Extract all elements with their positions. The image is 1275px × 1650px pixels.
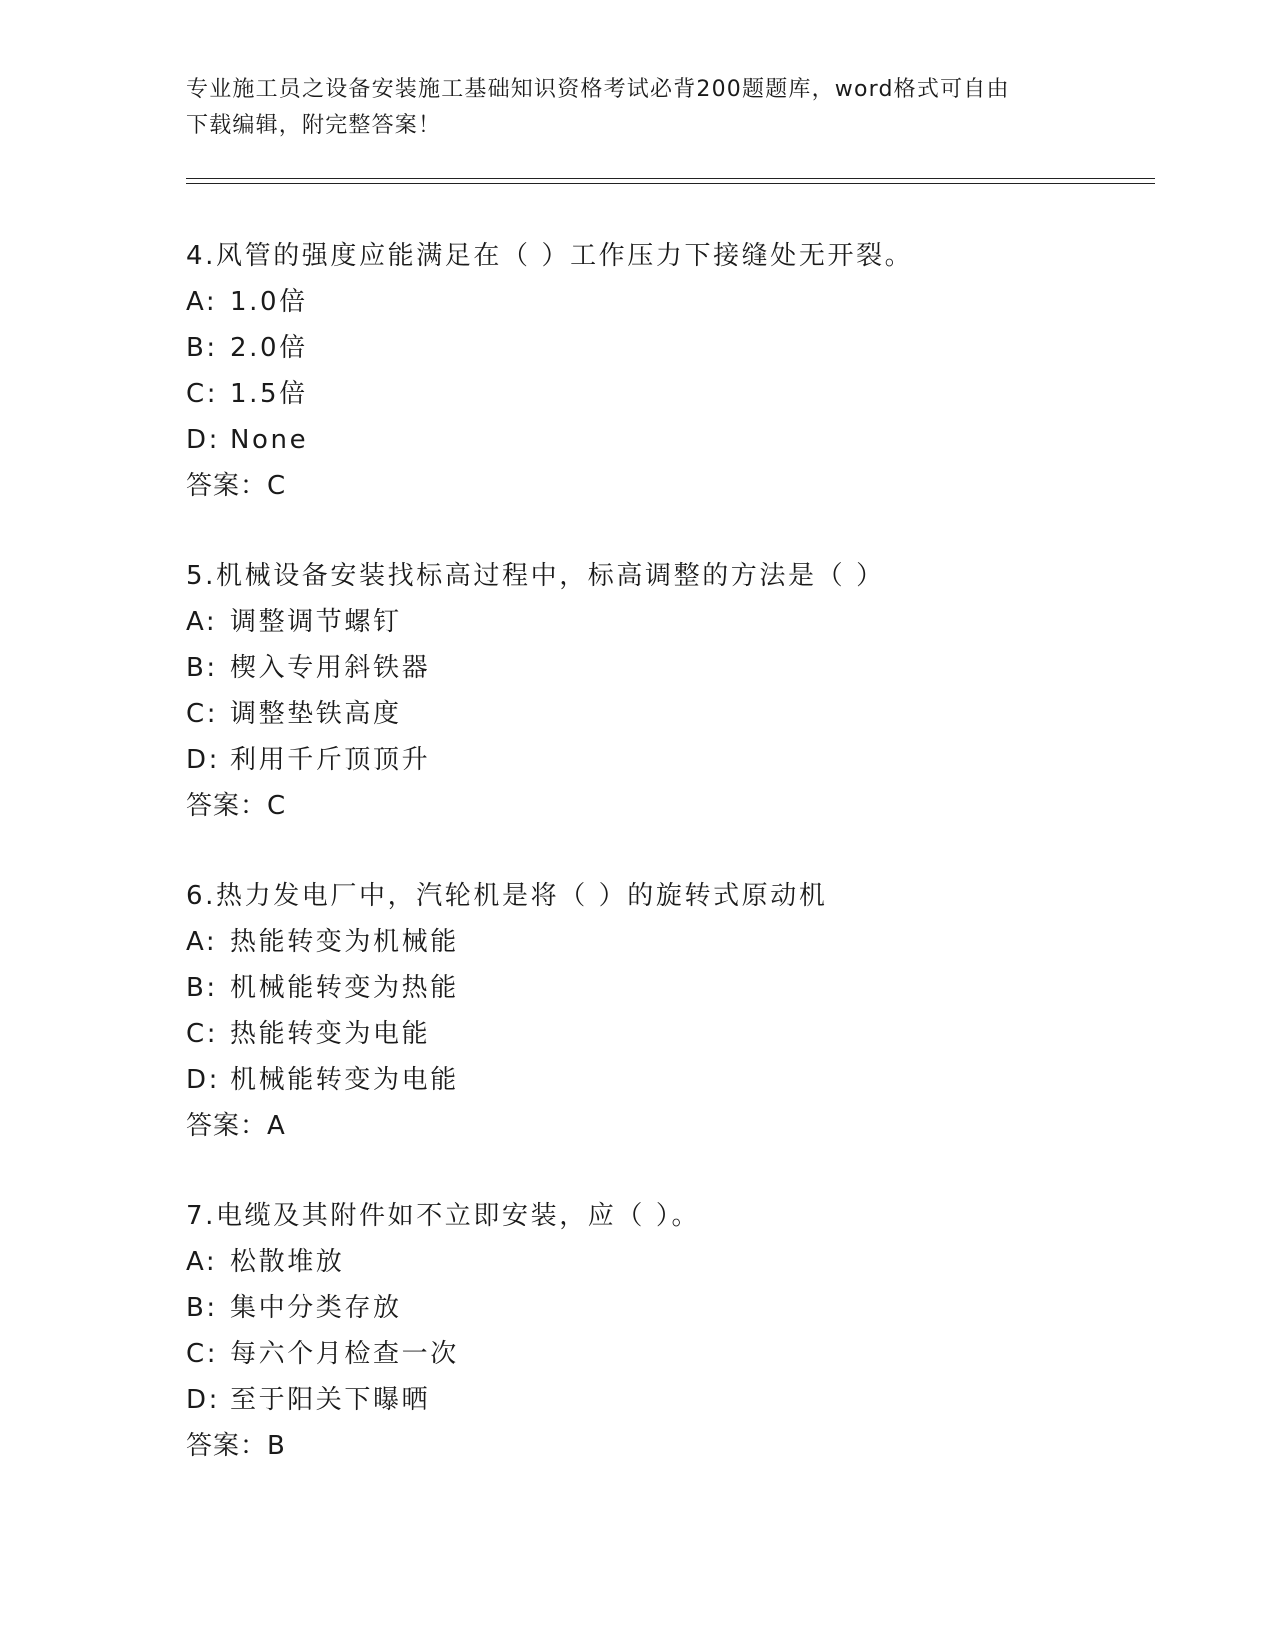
question-block — [186, 1193, 1146, 1469]
option-b — [186, 965, 1146, 1011]
option-letter: C: — [186, 699, 219, 729]
question-block — [186, 233, 1146, 509]
option-text: 调整垫铁高度 — [230, 699, 402, 729]
header-line-2: 下载编辑，附完整答案！ — [186, 113, 442, 138]
option-b — [186, 325, 1146, 371]
option-text: 楔入专用斜铁器 — [230, 653, 431, 683]
option-c — [186, 371, 1146, 417]
answer-line: 答案：C — [186, 471, 287, 501]
option-text: 集中分类存放 — [230, 1293, 402, 1323]
option-text: 1.5倍 — [230, 379, 308, 409]
option-c — [186, 1011, 1146, 1057]
header-line-1: 专业施工员之设备安装施工基础知识资格考试必背200题题库，word格式可自由 — [186, 77, 1010, 102]
option-letter: C: — [186, 1339, 219, 1369]
question-stem: 5.机械设备安装找标高过程中，标高调整的方法是（ ） — [186, 561, 885, 591]
option-text: 2.0倍 — [230, 333, 308, 363]
option-text: 机械能转变为热能 — [230, 973, 459, 1003]
answer-line: 答案：A — [186, 1111, 286, 1141]
option-letter: A: — [186, 927, 218, 957]
answer-line: 答案：C — [186, 791, 287, 821]
option-c — [186, 691, 1146, 737]
question-block — [186, 553, 1146, 829]
question-block — [186, 873, 1146, 1149]
option-letter: D: — [186, 745, 220, 775]
header-divider-bottom — [186, 183, 1155, 184]
option-text: 1.0倍 — [230, 287, 308, 317]
option-text: 利用千斤顶顶升 — [230, 745, 431, 775]
option-a — [186, 1239, 1146, 1285]
option-letter: C: — [186, 1019, 219, 1049]
option-text: 热能转变为机械能 — [230, 927, 459, 957]
option-letter: A: — [186, 1247, 218, 1277]
option-letter: A: — [186, 607, 218, 637]
option-d — [186, 737, 1146, 783]
option-text: 松散堆放 — [230, 1247, 345, 1277]
document-header — [186, 72, 1086, 144]
option-d — [186, 1377, 1146, 1423]
option-letter: D: — [186, 1065, 220, 1095]
option-text: 机械能转变为电能 — [230, 1065, 459, 1095]
option-letter: B: — [186, 973, 218, 1003]
header-divider-top — [186, 178, 1155, 179]
option-text: 至于阳关下曝晒 — [230, 1385, 431, 1415]
option-letter: C: — [186, 379, 219, 409]
option-letter: D: — [186, 425, 220, 455]
option-letter: B: — [186, 653, 218, 683]
option-a — [186, 599, 1146, 645]
option-text: None — [230, 425, 309, 455]
option-a — [186, 279, 1146, 325]
question-stem: 4.风管的强度应能满足在（ ）工作压力下接缝处无开裂。 — [186, 241, 914, 271]
option-letter: B: — [186, 333, 218, 363]
option-b — [186, 1285, 1146, 1331]
option-a — [186, 919, 1146, 965]
option-b — [186, 645, 1146, 691]
option-d — [186, 417, 1146, 463]
option-letter: B: — [186, 1293, 218, 1323]
answer-line: 答案：B — [186, 1431, 286, 1461]
question-stem: 7.电缆及其附件如不立即安装，应（ ）。 — [186, 1201, 701, 1231]
option-c — [186, 1331, 1146, 1377]
question-stem: 6.热力发电厂中，汽轮机是将（ ）的旋转式原动机 — [186, 881, 828, 911]
option-text: 每六个月检查一次 — [230, 1339, 459, 1369]
option-letter: D: — [186, 1385, 220, 1415]
option-d — [186, 1057, 1146, 1103]
option-letter: A: — [186, 287, 218, 317]
option-text: 热能转变为电能 — [230, 1019, 431, 1049]
option-text: 调整调节螺钉 — [230, 607, 402, 637]
